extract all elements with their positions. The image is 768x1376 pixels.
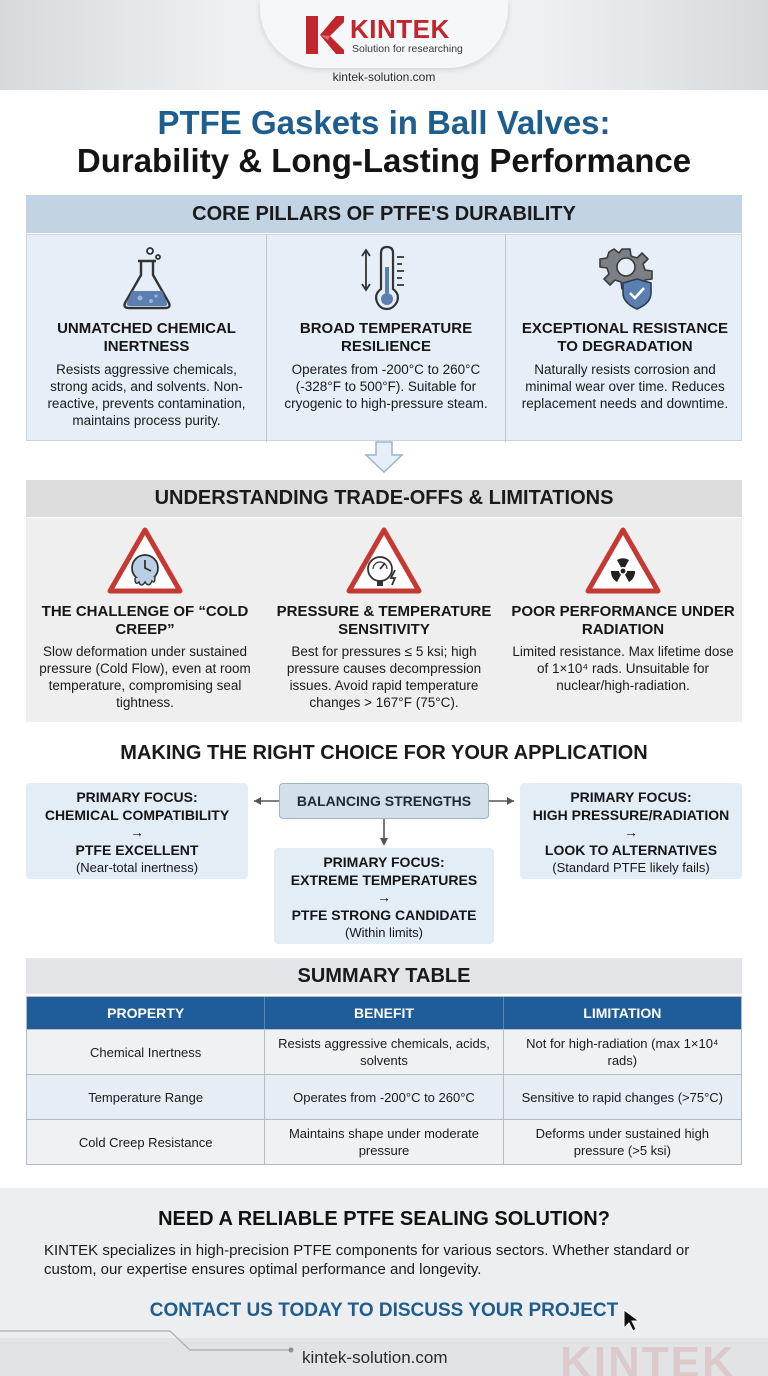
down-arrow-icon bbox=[364, 441, 404, 473]
cta-text: KINTEK specializes in high-precision PTFE components for various sectors. Whether standard or custom, our expertise ensures optimal performance and longevity. bbox=[44, 1242, 690, 1278]
pillars-heading: CORE PILLARS OF PTFE'S DURABILITY bbox=[26, 195, 742, 233]
thermometer-icon bbox=[356, 245, 418, 311]
pillar-chemical-text: Resists aggressive chemicals, strong acids, and solvents. Non-reactive, prevents contamination, maintains process purity. bbox=[47, 362, 246, 428]
choice-chemical-box bbox=[26, 783, 248, 879]
table-cell: Resists aggressive chemicals, acids, solvents bbox=[264, 1030, 502, 1074]
balancing-strengths-box: BALANCING STRENGTHS bbox=[279, 783, 489, 819]
tradeoff-radiation-title: POOR PERFORMANCE UNDER RADIATION bbox=[511, 603, 735, 638]
footer-url[interactable]: kintek-solution.com bbox=[302, 1348, 448, 1367]
choice-chemical-line2: CHEMICAL COMPATIBILITY bbox=[44, 806, 230, 823]
pillar-temperature-title: BROAD TEMPERATURE RESILIENCE bbox=[299, 320, 473, 355]
tradeoffs-heading: UNDERSTANDING TRADE-OFFS & LIMITATIONS bbox=[26, 480, 742, 517]
kintek-logo[interactable] bbox=[304, 12, 474, 58]
pillar-temperature-text: Operates from -200°C to 260°C (-328°F to 500°F). Suitable for cryogenic to high-pressure steam. bbox=[284, 362, 488, 411]
pillar-degradation bbox=[505, 235, 744, 442]
table-cell: Cold Creep Resistance bbox=[78, 1134, 213, 1150]
table-row bbox=[27, 1074, 741, 1119]
page-title-line-1: PTFE Gaskets in Ball Valves: bbox=[157, 104, 611, 141]
tradeoff-pressure-temperature-text: Best for pressures ≤ 5 ksi; high pressure causes decompression issues. Avoid rapid temperature changes > 167°F (75°C). bbox=[286, 644, 482, 710]
tradeoff-radiation bbox=[504, 518, 742, 722]
choice-radiation-note: (Standard PTFE likely fails) bbox=[552, 860, 710, 875]
table-header-property: PROPERTY bbox=[107, 1005, 185, 1021]
table-cell: Operates from -200°C to 260°C bbox=[264, 1075, 502, 1119]
table-cell: Chemical Inertness bbox=[90, 1044, 202, 1060]
choice-chemical-line1: PRIMARY FOCUS: bbox=[76, 789, 198, 805]
table-header-benefit: BENEFIT bbox=[264, 997, 502, 1029]
warning-radiation-icon bbox=[585, 526, 661, 596]
table-row bbox=[27, 1029, 741, 1074]
pillar-temperature bbox=[266, 235, 505, 442]
table-header-limitation: LIMITATION bbox=[503, 997, 741, 1029]
choice-chemical-note: (Near-total inertness) bbox=[75, 860, 199, 875]
tradeoff-cold-creep-title: THE CHALLENGE OF “COLD CREEP” bbox=[41, 603, 249, 638]
header bbox=[0, 0, 768, 90]
table-cell: Temperature Range bbox=[88, 1089, 204, 1105]
tradeoff-radiation-text: Limited resistance. Max lifetime dose of 1×10⁴ rads. Unsuitable for nuclear/high-radiation. bbox=[512, 644, 734, 693]
warning-clock-icon bbox=[107, 526, 183, 596]
tradeoff-pressure-temperature-title: PRESSURE & TEMPERATURE SENSITIVITY bbox=[276, 603, 492, 638]
brand-tagline: Solution for researching bbox=[352, 43, 463, 55]
table-cell: Maintains shape under moderate pressure bbox=[264, 1120, 502, 1164]
tradeoffs-panel bbox=[26, 518, 742, 722]
table-header-row bbox=[27, 997, 741, 1029]
choice-chemical-arrow: → bbox=[130, 824, 144, 840]
gear-shield-icon bbox=[595, 245, 657, 311]
choice-radiation-box bbox=[520, 783, 742, 879]
chemical-flask-icon bbox=[116, 245, 178, 311]
choice-temperature-result: PTFE STRONG CANDIDATE bbox=[291, 906, 477, 923]
choice-temperature-note: (Within limits) bbox=[345, 925, 423, 940]
tradeoff-cold-creep-text: Slow deformation under sustained pressure (Cold Flow), even at room temperature, compromising seal tightness. bbox=[39, 644, 251, 710]
table-cell: Sensitive to rapid changes (>75°C) bbox=[503, 1075, 741, 1119]
choice-chemical-result: PTFE EXCELLENT bbox=[75, 841, 199, 858]
tradeoff-pressure-temperature bbox=[265, 518, 503, 722]
choice-radiation-line2: HIGH PRESSURE/RADIATION bbox=[532, 806, 730, 823]
cta-title: NEED A RELIABLE PTFE SEALING SOLUTION? bbox=[158, 1208, 610, 1230]
tradeoff-cold-creep bbox=[26, 518, 264, 722]
pillar-chemical-title: UNMATCHED CHEMICAL INERTNESS bbox=[57, 320, 236, 355]
summary-heading: SUMMARY TABLE bbox=[26, 958, 742, 994]
brand-name: KINTEK bbox=[350, 14, 450, 44]
pillar-degradation-title: EXCEPTIONAL RESISTANCE TO DEGRADATION bbox=[521, 320, 729, 355]
summary-table bbox=[26, 996, 742, 1165]
header-url[interactable]: kintek-solution.com bbox=[332, 70, 436, 84]
choice-heading: MAKING THE RIGHT CHOICE FOR YOUR APPLICATION bbox=[120, 742, 648, 764]
table-row bbox=[27, 1119, 741, 1164]
choice-temperature-box bbox=[274, 848, 494, 944]
choice-temperature-line1: PRIMARY FOCUS: bbox=[323, 854, 445, 870]
cursor-icon bbox=[622, 1308, 642, 1332]
choice-temperature-arrow: → bbox=[377, 889, 391, 905]
contact-us-link[interactable]: CONTACT US TODAY TO DISCUSS YOUR PROJECT bbox=[149, 1300, 619, 1321]
table-cell: Deforms under sustained high pressure (>5 ksi) bbox=[503, 1120, 741, 1164]
table-cell: Not for high-radiation (max 1×10⁴ rads) bbox=[503, 1030, 741, 1074]
pillars-panel bbox=[26, 234, 742, 441]
page-title-line-2: Durability & Long-Lasting Performance bbox=[76, 142, 692, 179]
kintek-logo-icon bbox=[304, 14, 344, 56]
pillar-degradation-text: Naturally resists corrosion and minimal wear over time. Reduces replacement needs and downtime. bbox=[521, 362, 729, 411]
choice-radiation-line1: PRIMARY FOCUS: bbox=[570, 789, 692, 805]
pillar-chemical bbox=[27, 235, 266, 442]
choice-radiation-result: LOOK TO ALTERNATIVES bbox=[544, 841, 718, 858]
choice-temperature-line2: EXTREME TEMPERATURES bbox=[290, 871, 478, 888]
footer-watermark-logo: KINTEK bbox=[560, 1339, 736, 1376]
choice-radiation-arrow: → bbox=[624, 824, 638, 840]
warning-gauge-icon bbox=[346, 526, 422, 596]
